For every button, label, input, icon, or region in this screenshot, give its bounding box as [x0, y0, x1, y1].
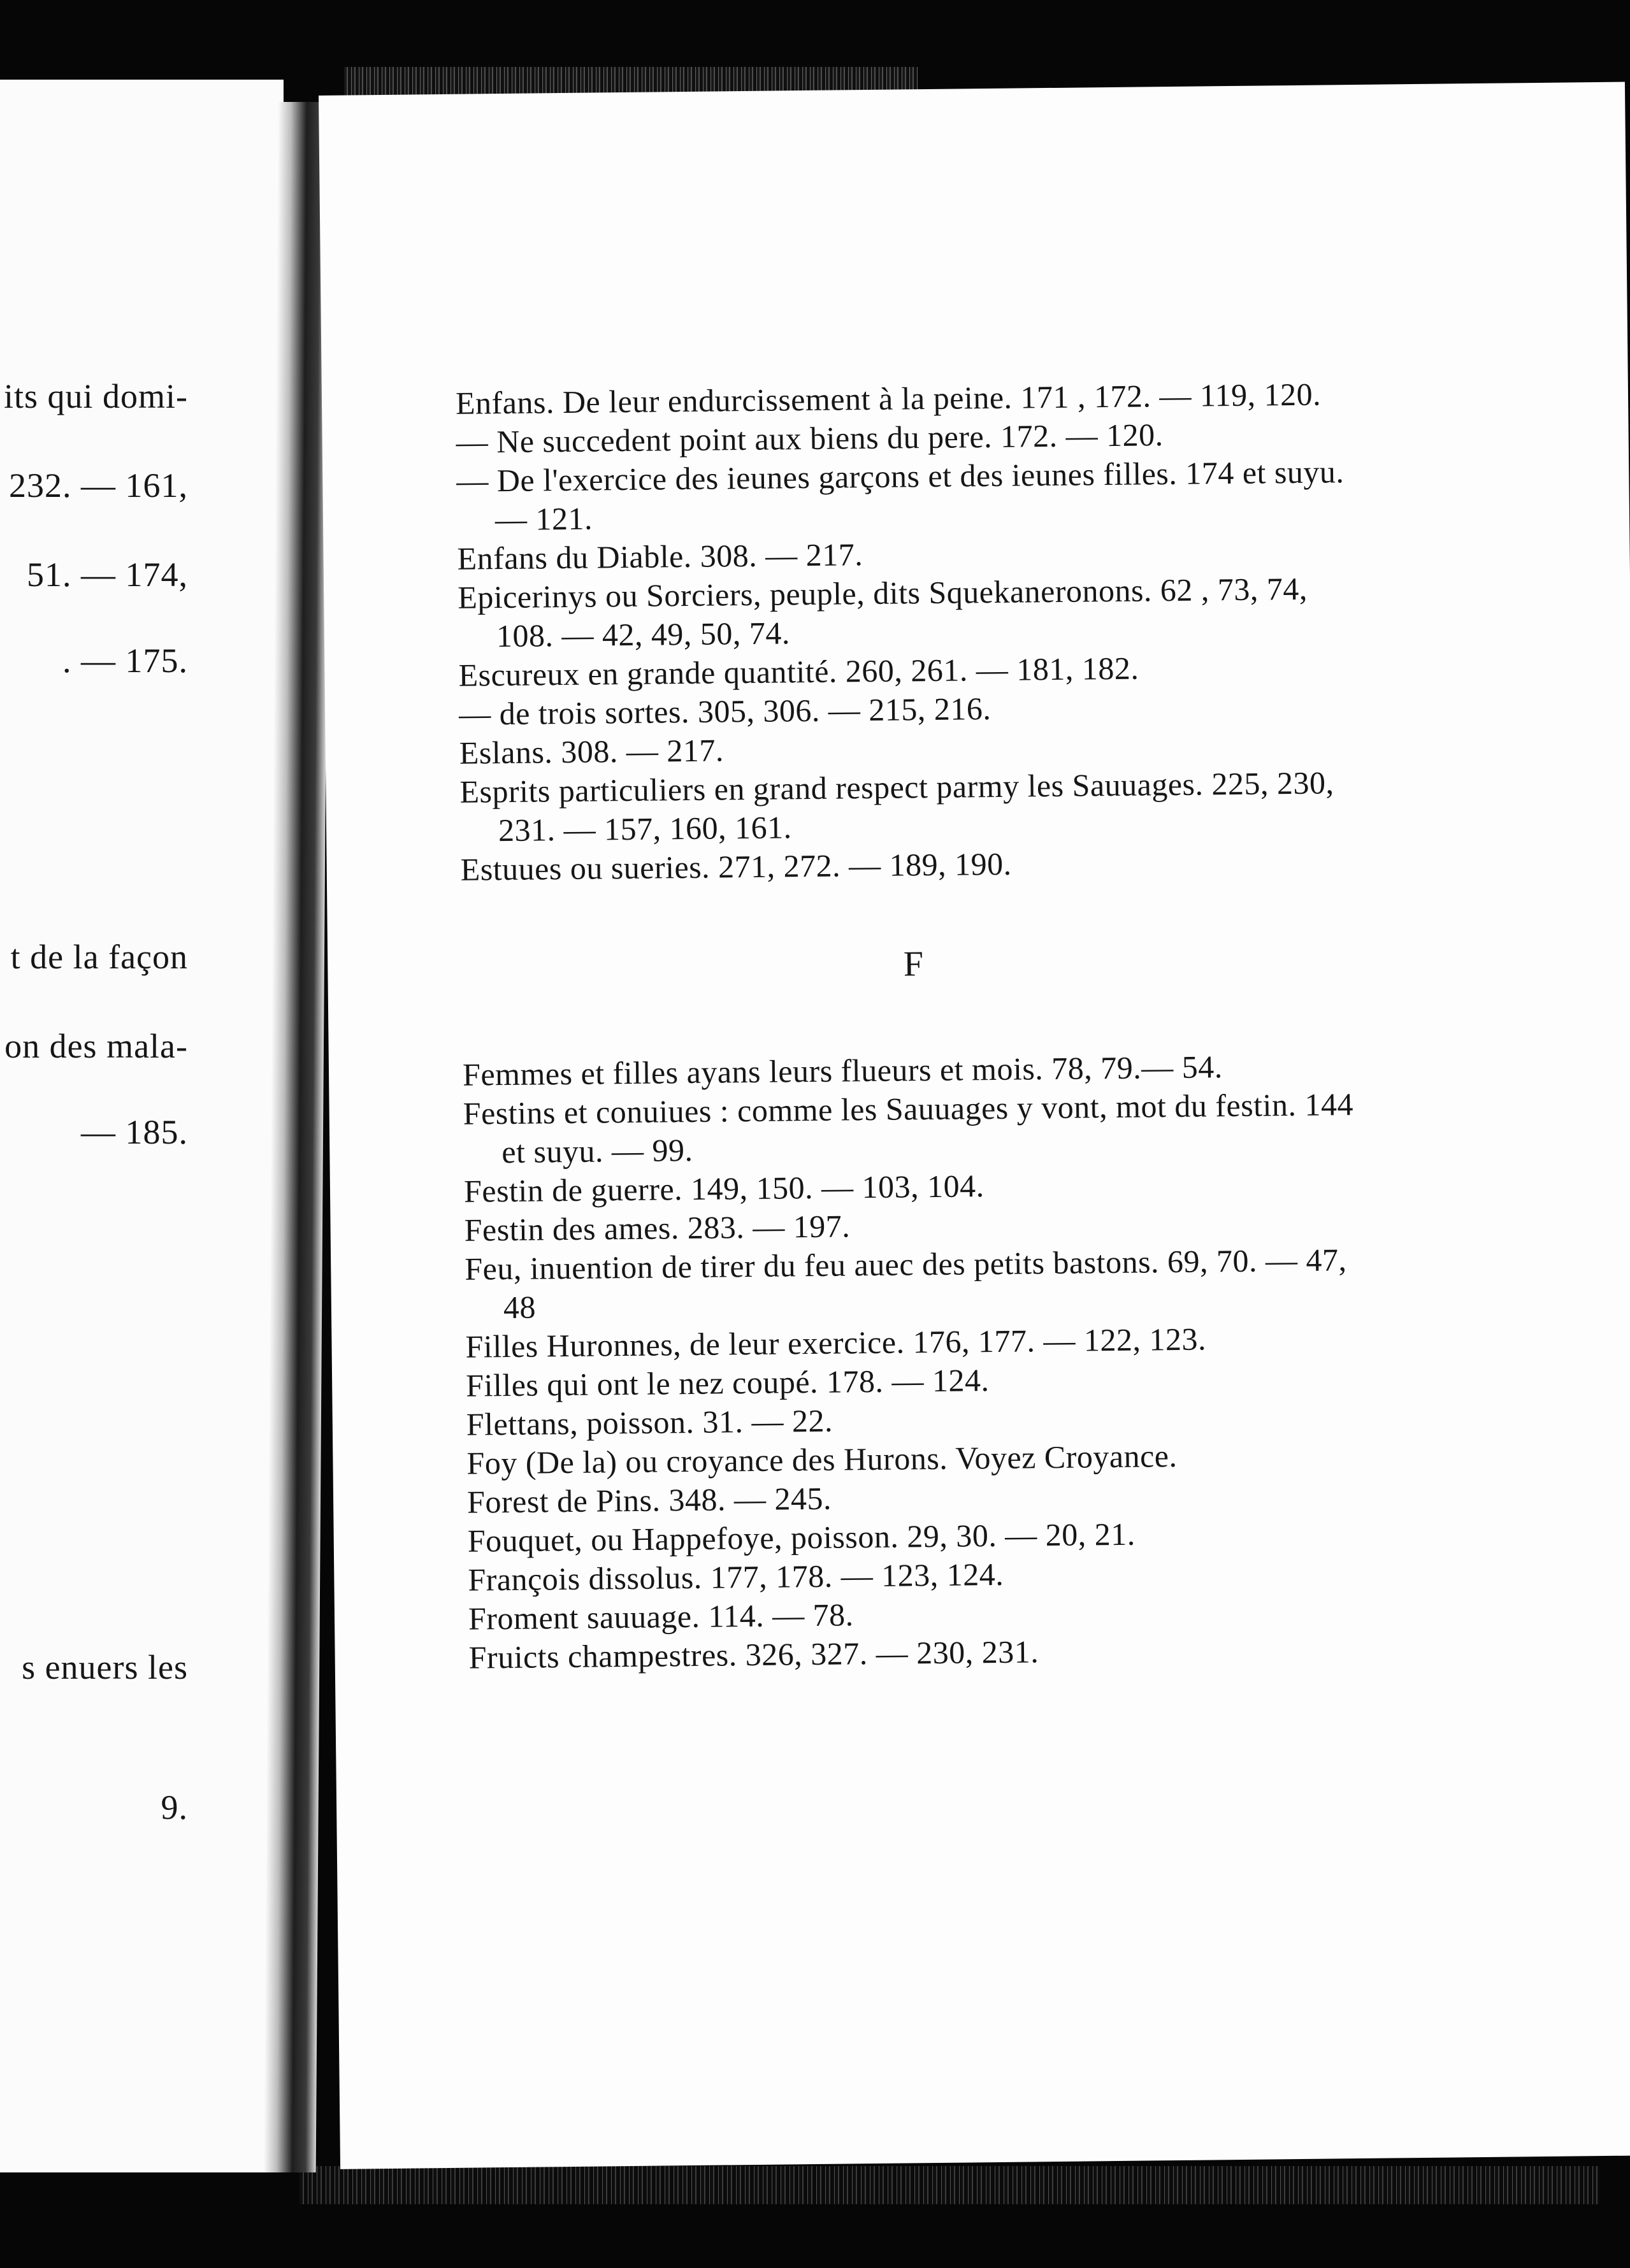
index-entry: Epicerinys ou Sorciers, peuple, dits Squekaneronons. 62 , 73, 74, 108. — 42, 49, 50, 74.: [457, 570, 1308, 654]
index-entry: Festin des ames. 283. — 197.: [464, 1208, 851, 1248]
left-page-line: t de la façon: [10, 938, 188, 976]
index-entry: Feu, inuention de tirer du feu auec des petits bastons. 69, 70. — 47, 48: [465, 1242, 1347, 1326]
index-entry: — Ne succedent point aux biens du pere. 172. — 120.: [456, 417, 1164, 460]
left-page-line: . — 175.: [62, 642, 188, 680]
index-entry: Festin de guerre. 149, 150. — 103, 104.: [463, 1168, 984, 1209]
index-entries: [456, 375, 1374, 1677]
index-entry: Forest de Pins. 348. — 245.: [466, 1480, 832, 1520]
left-page-line: 9.: [161, 1788, 188, 1827]
index-entry: Filles qui ont le nez coupé. 178. — 124.: [465, 1362, 990, 1403]
index-entry: Enfans. De leur endurcissement à la peine. 171 , 172. — 119, 120.: [455, 376, 1322, 421]
index-entry: Filles Huronnes, de leur exercice. 176, 177. — 122, 123.: [465, 1321, 1207, 1365]
left-page-line: 232. — 161,: [9, 466, 188, 505]
index-entry: Froment sauuage. 114. — 78.: [468, 1597, 854, 1637]
index-entry: Eslans. 308. — 217.: [459, 732, 725, 771]
index-entry: Foy (De la) ou croyance des Hurons. Voyez Croyance.: [466, 1438, 1178, 1481]
left-page-line: — 185.: [81, 1113, 188, 1151]
index-entry: Esprits particuliers en grand respect parmy les Sauuages. 225, 230, 231. — 157, 160, 161.: [459, 764, 1334, 849]
index-entry: Festins et conuiues : comme les Sauuages y vont, mot du festin. 144 et suyu. — 99.: [463, 1086, 1354, 1170]
left-page: [0, 80, 284, 2172]
index-entry: Estuues ou sueries. 271, 272. — 189, 190.: [460, 845, 1012, 887]
scan-border-bottom: [299, 2166, 1599, 2204]
index-entry: Fruicts champestres. 326, 327. — 230, 231.: [468, 1633, 1039, 1676]
left-page-line: 51. — 174,: [27, 556, 188, 594]
index-entries-f: [463, 1046, 1374, 1677]
index-entry: Fouquet, ou Happefoye, poisson. 29, 30. — 20, 21.: [467, 1516, 1136, 1559]
left-page-line: on des mala-: [4, 1027, 188, 1065]
index-entry: Flettans, poisson. 31. — 22.: [466, 1402, 833, 1442]
section-letter-heading: F: [903, 944, 925, 984]
index-entry: Femmes et filles ayans leurs flueurs et mois. 78, 79.— 54.: [462, 1049, 1223, 1093]
index-entry: — de trois sortes. 305, 306. — 215, 216.: [458, 691, 992, 732]
index-entry: Enfans du Diable. 308. — 217.: [457, 536, 863, 577]
index-entry: François dissolus. 177, 178. — 123, 124.: [468, 1556, 1004, 1598]
left-page-line: its qui domi-: [3, 377, 188, 415]
index-entry: Escureux en grande quantité. 260, 261. — 181, 182.: [458, 650, 1139, 693]
right-page: [319, 82, 1630, 2169]
index-entry: — De l'exercice des ieunes garçons et des ieunes filles. 174 et suyu. — 121.: [456, 454, 1345, 538]
left-page-line: s enuers les: [22, 1648, 188, 1686]
